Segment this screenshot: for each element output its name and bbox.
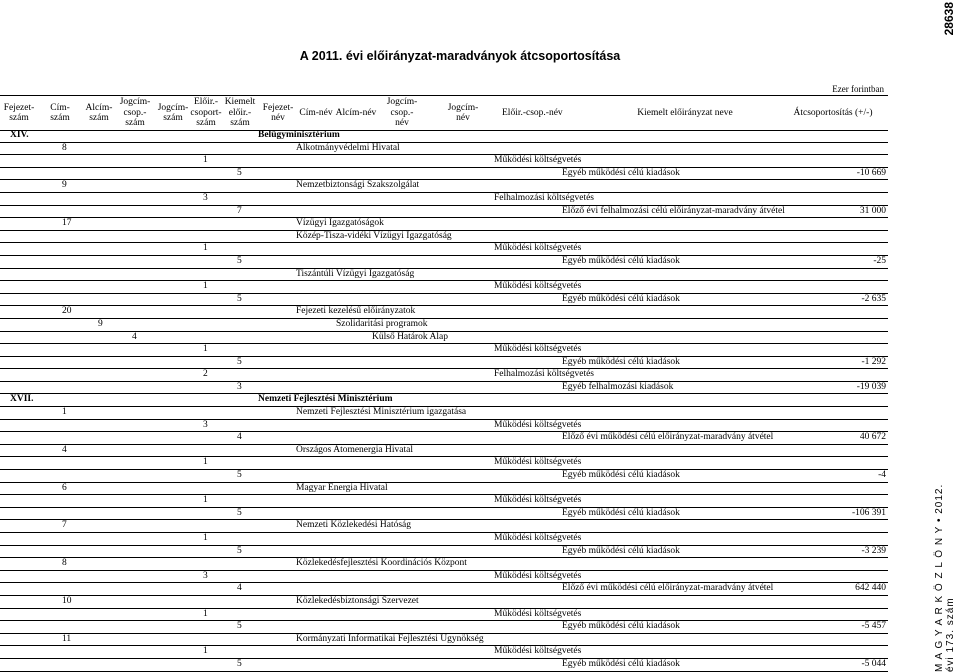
row-name: Működési költségvetés bbox=[494, 457, 582, 468]
header-eloir-csop-szam: Előir.-csoport-szám bbox=[190, 97, 222, 129]
table-row bbox=[0, 130, 888, 143]
row-name: Működési költségvetés bbox=[494, 533, 582, 543]
row-code: 5 bbox=[237, 255, 242, 266]
row-value: 642 440 bbox=[855, 583, 886, 594]
row-code: 1 bbox=[203, 344, 208, 355]
header-alcim-nev: Alcím-név bbox=[335, 107, 377, 118]
row-code: 11 bbox=[62, 633, 72, 644]
table-row bbox=[0, 546, 888, 559]
row-name: Működési költségvetés bbox=[494, 281, 582, 292]
table-row bbox=[0, 306, 888, 319]
table-row bbox=[0, 269, 888, 282]
row-code: 1 bbox=[203, 646, 208, 657]
row-name: Nemzeti Közlekedési Hatóság bbox=[296, 520, 412, 531]
row-code: 1 bbox=[62, 407, 67, 418]
table-row bbox=[0, 634, 888, 647]
header-jogcim-szam: Jogcím-szám bbox=[157, 102, 189, 123]
header-jogcim-csop-nev: Jogcím-csop.-név bbox=[386, 97, 418, 129]
table-row bbox=[0, 231, 888, 244]
row-name: Felhalmozási költségvetés bbox=[494, 369, 594, 380]
row-code: 1 bbox=[203, 608, 208, 619]
header-fejezet-nev: Fejezet-név bbox=[262, 102, 294, 123]
row-code: 4 bbox=[237, 432, 242, 443]
unit-label: Ezer forintban bbox=[832, 84, 884, 94]
row-code: 7 bbox=[237, 205, 242, 216]
row-code: 4 bbox=[237, 583, 242, 594]
header-jogcim-nev: Jogcím-név bbox=[447, 102, 479, 123]
header-atcsoportositas: Átcsoportosítás (+/-) bbox=[793, 107, 873, 118]
page-number: 28638 bbox=[942, 2, 956, 36]
row-name: Magyar Energia Hivatal bbox=[296, 482, 388, 493]
row-code: 8 bbox=[62, 558, 67, 569]
row-name: Egyéb működési célú kiadások bbox=[562, 507, 680, 518]
header-kiemelt-eloiranyzat-neve: Kiemelt előirányzat neve bbox=[637, 107, 733, 118]
row-code: 4 bbox=[62, 444, 67, 455]
row-code: 5 bbox=[237, 658, 242, 669]
table-row bbox=[0, 155, 888, 168]
row-name: Nemzeti Fejlesztési Minisztérium igazgatása bbox=[296, 407, 467, 418]
header-kiemelt-eloir-szam: Kiemelt előir.-szám bbox=[224, 97, 256, 129]
journal-side-text: M A G Y A R K Ö Z L Ö N Y • 2012. évi 173. szám bbox=[934, 483, 956, 672]
table-header bbox=[0, 95, 888, 131]
row-code: 5 bbox=[237, 293, 242, 304]
row-name: Működési költségvetés bbox=[494, 608, 582, 619]
row-value: -5 457 bbox=[861, 621, 886, 632]
row-code: 6 bbox=[62, 482, 67, 493]
table-row bbox=[0, 332, 888, 345]
row-name: Szolidaritási programok bbox=[336, 318, 428, 329]
row-code: 1 bbox=[203, 243, 208, 254]
table-row bbox=[0, 344, 888, 357]
row-name: Kormányzati Informatikai Fejlesztési Ügynökség bbox=[296, 633, 484, 644]
row-code: 1 bbox=[203, 281, 208, 292]
header-cim-nev: Cím-név bbox=[299, 107, 333, 118]
row-name: Működési költségvetés bbox=[494, 243, 582, 254]
row-code: XIV. bbox=[10, 130, 29, 140]
row-code: 2 bbox=[203, 369, 208, 380]
table-row bbox=[0, 256, 888, 269]
table-row bbox=[0, 621, 888, 634]
row-name: Előző évi felhalmozási célú előirányzat-maradvány átvétel bbox=[562, 205, 785, 216]
row-value: -25 bbox=[873, 255, 886, 266]
row-name: Egyéb működési célú kiadások bbox=[562, 621, 680, 632]
row-value: -5 044 bbox=[861, 658, 886, 669]
row-name: Egyéb működési célú kiadások bbox=[562, 545, 680, 556]
table-row bbox=[0, 583, 888, 596]
table-row bbox=[0, 357, 888, 370]
row-value: 31 000 bbox=[859, 205, 886, 216]
table-row bbox=[0, 495, 888, 508]
row-code: 10 bbox=[62, 595, 72, 606]
row-value: -4 bbox=[878, 470, 886, 481]
row-code: 17 bbox=[62, 218, 72, 229]
row-code: 9 bbox=[62, 180, 67, 191]
row-code: 8 bbox=[62, 142, 67, 153]
row-name: Működési költségvetés bbox=[494, 570, 582, 581]
row-value: -19 039 bbox=[856, 381, 886, 392]
row-code: 5 bbox=[237, 356, 242, 367]
row-name: Működési költségvetés bbox=[494, 495, 582, 506]
header-cim-szam: Cím- szám bbox=[50, 102, 70, 123]
table-row bbox=[0, 319, 888, 332]
page-title: A 2011. évi előirányzat-maradványok átcsoportosítása bbox=[299, 49, 621, 63]
row-code: 5 bbox=[237, 167, 242, 178]
table-row bbox=[0, 294, 888, 307]
row-value: -10 669 bbox=[856, 167, 886, 178]
table-row bbox=[0, 168, 888, 181]
table-row bbox=[0, 470, 888, 483]
row-code: 4 bbox=[132, 331, 137, 342]
row-name: Működési költségvetés bbox=[494, 419, 582, 430]
row-code: 1 bbox=[203, 155, 208, 166]
table-row bbox=[0, 646, 888, 659]
table-row bbox=[0, 193, 888, 206]
row-code: 5 bbox=[237, 507, 242, 518]
row-name: Egyéb működési célú kiadások bbox=[562, 293, 680, 304]
table-row bbox=[0, 558, 888, 571]
table-row bbox=[0, 520, 888, 533]
row-code: 3 bbox=[203, 192, 208, 203]
row-name: Működési költségvetés bbox=[494, 344, 582, 355]
row-name: Egyéb működési célú kiadások bbox=[562, 658, 680, 669]
row-name: Nemzetbiztonsági Szakszolgálat bbox=[296, 180, 420, 191]
table-row bbox=[0, 369, 888, 382]
table-row bbox=[0, 243, 888, 256]
row-name: Fejezeti kezelésű előirányzatok bbox=[296, 306, 416, 317]
header-jogcim-csop-szam: Jogcím-csop.-szám bbox=[119, 97, 151, 129]
header-eloir-csop-nev: Előir.-csop.-név bbox=[502, 107, 563, 118]
table-row bbox=[0, 445, 888, 458]
row-code: 3 bbox=[237, 381, 242, 392]
row-name: Egyéb működési célú kiadások bbox=[562, 470, 680, 481]
row-name: Egyéb működési célú kiadások bbox=[562, 356, 680, 367]
row-value: -3 239 bbox=[861, 545, 886, 556]
row-name: Közlekedésfejlesztési Koordinációs Központ bbox=[296, 558, 467, 569]
row-name: Előző évi működési célú előirányzat-maradvány átvétel bbox=[562, 583, 774, 594]
table-row bbox=[0, 609, 888, 622]
row-name: Közép-Tisza-vidéki Vízügyi Igazgatóság bbox=[296, 230, 452, 241]
row-code: 5 bbox=[237, 470, 242, 481]
row-name: Tiszántúli Vízügyi Igazgatóság bbox=[296, 268, 415, 279]
row-name: Előző évi működési célú előirányzat-maradvány átvétel bbox=[562, 432, 774, 443]
row-code: 1 bbox=[203, 457, 208, 468]
row-name: Felhalmozási költségvetés bbox=[494, 192, 594, 203]
table-row bbox=[0, 218, 888, 231]
table-row bbox=[0, 457, 888, 470]
table-row bbox=[0, 407, 888, 420]
table-row bbox=[0, 180, 888, 193]
row-name: Egyéb működési célú kiadások bbox=[562, 167, 680, 178]
row-code: 3 bbox=[203, 419, 208, 430]
table-row bbox=[0, 659, 888, 672]
row-code: 7 bbox=[62, 520, 67, 531]
row-value: 40 672 bbox=[859, 432, 886, 443]
table-row bbox=[0, 420, 888, 433]
row-name: Alkotmányvédelmi Hivatal bbox=[296, 142, 400, 153]
header-fejezet-szam: Fejezet-szám bbox=[3, 102, 35, 123]
table-row bbox=[0, 508, 888, 521]
header-alcim-szam: Alcím-szám bbox=[85, 102, 113, 123]
row-code: 3 bbox=[203, 570, 208, 581]
row-value: -1 292 bbox=[861, 356, 886, 367]
row-name: Belügyminisztérium bbox=[258, 130, 340, 140]
row-value: -106 391 bbox=[851, 507, 886, 518]
row-name: Egyéb működési célú kiadások bbox=[562, 255, 680, 266]
row-name: Vízügyi Igazgatóságok bbox=[296, 218, 384, 229]
row-value: -2 635 bbox=[861, 293, 886, 304]
table-row bbox=[0, 432, 888, 445]
table-row bbox=[0, 571, 888, 584]
row-name: Egyéb felhalmozási kiadások bbox=[562, 381, 674, 392]
row-name: Nemzeti Fejlesztési Minisztérium bbox=[258, 394, 393, 405]
row-name: Működési költségvetés bbox=[494, 646, 582, 657]
table-row bbox=[0, 533, 888, 546]
table-row bbox=[0, 206, 888, 219]
row-name: Működési költségvetés bbox=[494, 155, 582, 166]
row-name: Országos Atomenergia Hivatal bbox=[296, 444, 413, 455]
table-body bbox=[0, 130, 888, 672]
row-code: 1 bbox=[203, 533, 208, 543]
table-row bbox=[0, 394, 888, 407]
row-code: XVII. bbox=[10, 394, 34, 405]
table-row bbox=[0, 382, 888, 395]
row-code: 5 bbox=[237, 621, 242, 632]
table-row bbox=[0, 281, 888, 294]
table-row bbox=[0, 596, 888, 609]
row-name: Külső Határok Alap bbox=[372, 331, 448, 342]
table-row bbox=[0, 143, 888, 156]
row-code: 9 bbox=[98, 318, 103, 329]
row-code: 20 bbox=[62, 306, 72, 317]
row-code: 1 bbox=[203, 495, 208, 506]
row-name: Közlekedésbiztonsági Szervezet bbox=[296, 595, 419, 606]
table-row bbox=[0, 483, 888, 496]
row-code: 5 bbox=[237, 545, 242, 556]
